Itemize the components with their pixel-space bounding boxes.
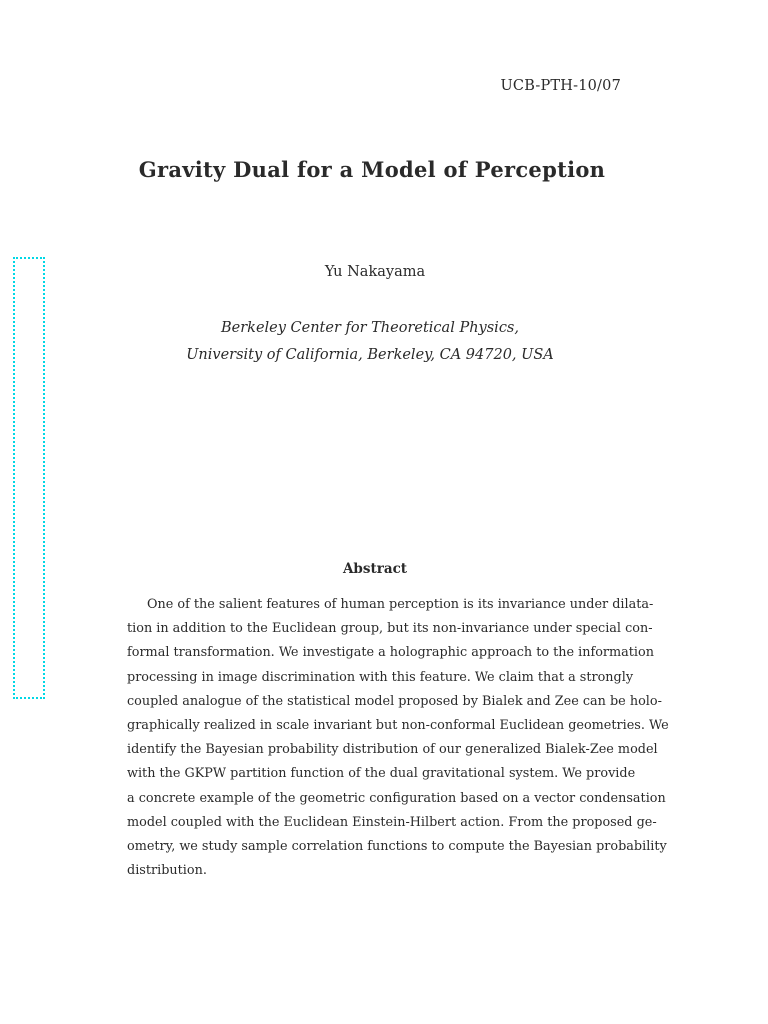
abstract-heading: Abstract [342, 561, 408, 577]
abstract-line: One of the salient features of human perception is its invariance under dilata- [147, 597, 654, 612]
abstract-line: distribution. [127, 863, 207, 879]
abstract-line: ometry, we study sample correlation functions to compute the Bayesian probability [127, 838, 667, 854]
side-marker [13, 257, 45, 699]
report-number: UCB-PTH-10/07 [500, 78, 621, 94]
abstract-line: formal transformation. We investigate a holographic approach to the information [127, 645, 654, 661]
abstract-line: a concrete example of the geometric configuration based on a vector condensation [127, 790, 666, 806]
abstract-line: identify the Bayesian probability distribution of our generalized Bialek-Zee model [127, 742, 658, 758]
abstract-line: model coupled with the Euclidean Einstein-Hilbert action. From the proposed ge- [127, 814, 657, 830]
paper-title: Gravity Dual for a Model of Perception [138, 157, 606, 182]
abstract-line: tion in addition to the Euclidean group, but its non-invariance under special con- [127, 621, 653, 637]
author-name: Yu Nakayama [324, 264, 426, 280]
abstract-line: coupled analogue of the statistical model proposed by Bialek and Zee can be holo- [127, 693, 662, 709]
abstract-body [127, 593, 669, 883]
affiliation-line: Berkeley Center for Theoretical Physics, [220, 320, 519, 336]
affiliation [0, 315, 740, 369]
affiliation-line: University of California, Berkeley, CA 94720, USA [186, 347, 554, 363]
abstract-line: processing in image discrimination with this feature. We claim that a strongly [127, 669, 634, 685]
abstract-line: with the GKPW partition function of the dual gravitational system. We provide [127, 766, 636, 782]
abstract-line: graphically realized in scale invariant but non-conformal Euclidean geometries. We [127, 717, 669, 733]
